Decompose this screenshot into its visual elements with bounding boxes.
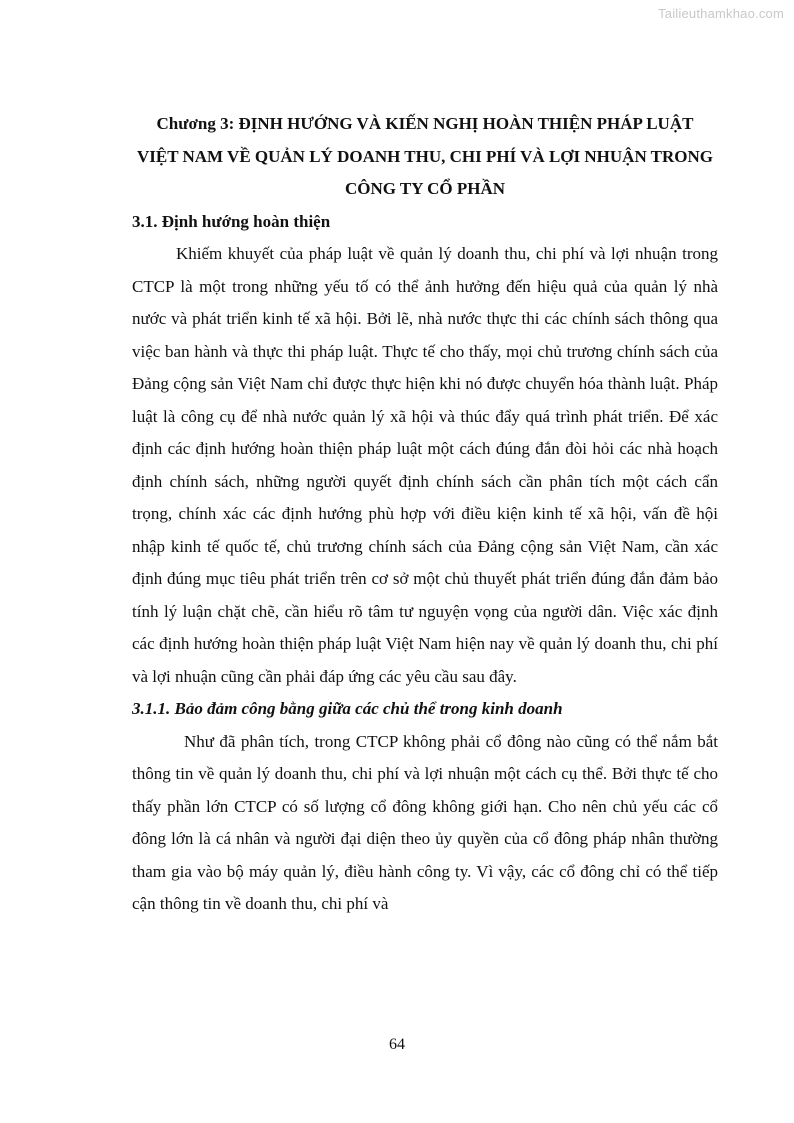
paragraph-3-1: Khiếm khuyết của pháp luật về quản lý doanh thu, chi phí và lợi nhuận trong CTCP là một trong những yếu tố có thể ảnh hưởng đến hiệu quả của quản lý nhà nước và phát triển kinh tế xã hội. Bởi lẽ, nhà nước thực thi các chính sách thông qua việc ban hành và thực thi pháp luật. Thực tế cho thấy, mọi chủ trương chính sách của Đảng cộng sản Việt Nam chỉ được thực hiện khi nó được chuyển hóa thành luật. Pháp luật là công cụ để nhà nước quản lý xã hội và thúc đẩy quá trình phát triển. Để xác định các định hướng hoàn thiện pháp luật một cách đúng đắn đòi hỏi các nhà hoạch định chính sách, những người quyết định chính sách cần phân tích một cách cẩn trọng, chính xác các định hướng phù hợp với điều kiện kinh tế xã hội, vấn đề hội nhập kinh tế quốc tế, chủ trương chính sách của Đảng cộng sản Việt Nam, cần xác định đúng mục tiêu phát triển trên cơ sở một chủ thuyết phát triển đúng đắn đảm bảo tính lý luận chặt chẽ, cần hiểu rõ tâm tư nguyện vọng của người dân. Việc xác định các định hướng hoàn thiện pháp luật Việt Nam hiện nay về quản lý doanh thu, chi phí và lợi nhuận cũng cần phải đáp ứng các yêu cầu sau đây. xyxy=(132,244,718,686)
chapter-title: Chương 3: ĐỊNH HƯỚNG VÀ KIẾN NGHỊ HOÀN THIỆN PHÁP LUẬT VIỆT NAM VỀ QUẢN LÝ DOANH THU, CHI PHÍ VÀ LỢI NHUẬN TRONG CÔNG TY CỔ PHẦN xyxy=(136,114,714,198)
section-heading-3-1-1: 3.1.1. Bảo đảm công bằng giữa các chủ thể trong kinh doanh xyxy=(132,699,563,718)
section-heading-3-1: 3.1. Định hướng hoàn thiện xyxy=(132,211,331,231)
page-number: 64 xyxy=(389,1036,405,1053)
paragraph-3-1-1: Như đã phân tích, trong CTCP không phải cổ đông nào cũng có thể nắm bắt thông tin về quản lý doanh thu, chi phí và lợi nhuận một cách cụ thể. Bởi thực tế cho thấy phần lớn CTCP có số lượng cổ đông không giới hạn. Cho nên chủ yếu các cổ đông lớn là cá nhân và người đại diện theo ủy quyền của cổ đông pháp nhân thường tham gia vào bộ máy quản lý, điều hành công ty. Vì vậy, các cổ đông chỉ có thể tiếp cận thông tin về doanh thu, chi phí và xyxy=(132,731,718,913)
document-body xyxy=(132,108,718,921)
watermark: Tailieuthamkhao.com xyxy=(658,6,784,21)
